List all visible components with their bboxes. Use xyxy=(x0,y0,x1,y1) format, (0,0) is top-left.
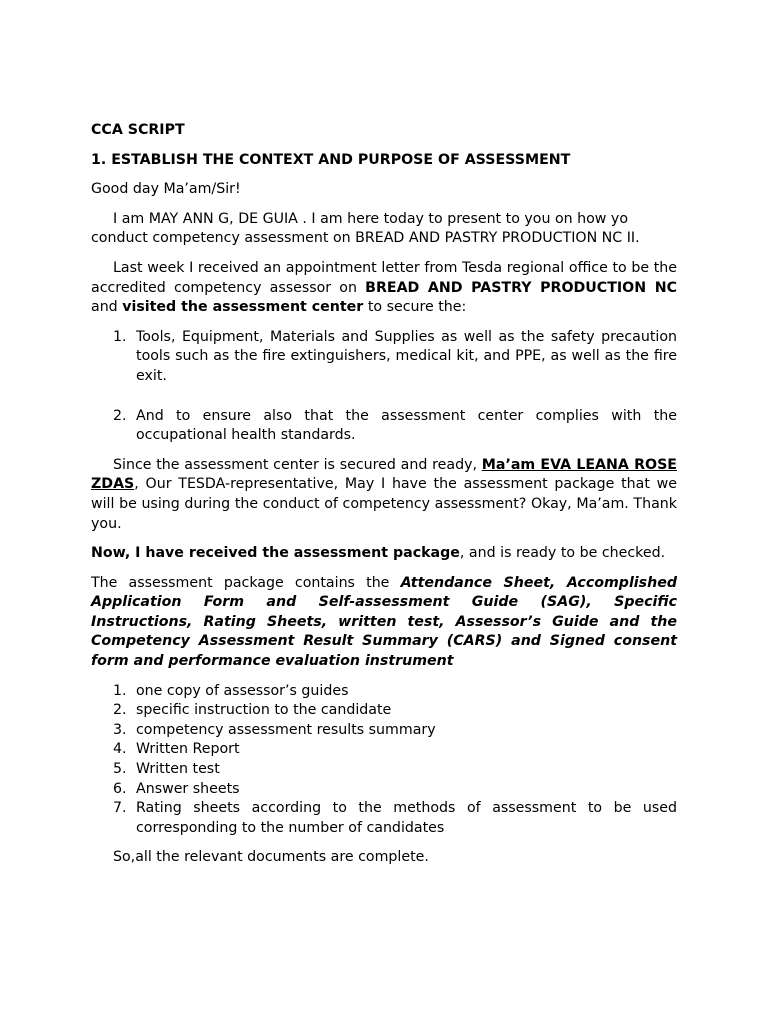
list-item xyxy=(91,740,677,760)
documents-list xyxy=(91,682,677,839)
appointment-paragraph xyxy=(91,259,677,318)
list-item xyxy=(91,760,677,780)
list-item-number: 6. xyxy=(113,780,127,797)
list-item xyxy=(91,701,677,721)
document-title: CCA SCRIPT xyxy=(91,122,185,138)
representative-paragraph xyxy=(91,456,677,534)
list-item xyxy=(91,682,677,702)
list-item-text: Tools, Equipment, Materials and Supplies as well as the safety precaution tools such as the fire extinguishers, medical kit, and PPE, as well as the fire exit. xyxy=(136,328,677,384)
list-item xyxy=(91,799,677,838)
appointment-visited: visited the assessment center xyxy=(122,299,364,316)
appointment-qualification: BREAD AND PASTRY PRODUCTION NC xyxy=(365,279,677,296)
list-item-number: 2. xyxy=(113,407,127,424)
received-bold: Now, I have received the assessment package xyxy=(91,545,460,562)
intro-paragraph xyxy=(91,210,677,249)
list-item-number: 1. xyxy=(113,682,127,699)
list-item-number: 4. xyxy=(113,741,127,758)
package-text: The assessment package contains the xyxy=(91,574,401,591)
list-item xyxy=(91,721,677,741)
appointment-text-1: Last week I received an appointment letter from Tesda regional office to be the accredited competency assessor on xyxy=(91,259,677,296)
list-item-text: Answer sheets xyxy=(136,780,240,797)
appointment-text-3: to secure the: xyxy=(363,299,467,316)
representative-text-2: , Our TESDA-representative, May I have the assessment package that we will be using during the conduct of competency assessment? Okay, Ma’am. Thank you. xyxy=(91,476,677,532)
list-item-number: 1. xyxy=(113,328,127,345)
received-paragraph xyxy=(91,544,677,564)
list-item-text: Rating sheets according to the methods of assessment to be used corresponding to the number of candidates xyxy=(136,800,677,836)
list-item-number: 7. xyxy=(113,800,127,817)
list-item-text: one copy of assessor’s guides xyxy=(136,682,349,699)
secure-list xyxy=(91,328,677,446)
list-item-number: 2. xyxy=(113,702,127,719)
appointment-text-2: and xyxy=(91,299,123,316)
document-page xyxy=(91,121,677,868)
list-item xyxy=(91,407,677,446)
intro-line-2: conduct competency assessment on BREAD AND PASTRY PRODUCTION NC II. xyxy=(91,230,640,247)
list-item-text: Written Report xyxy=(136,741,240,758)
list-item-number: 5. xyxy=(113,761,127,778)
list-item xyxy=(91,780,677,800)
package-contents: Attendance Sheet, Accomplished Application Form and Self-assessment Guide (SAG), Specific Instructions, Rating Sheets, written test, Assessor’s Guide and the Competency Assessment Result Summary (CARS) and Signed consent form and performance evaluation instrument xyxy=(91,574,677,670)
representative-text-1: Since the assessment center is secured and ready, xyxy=(113,456,482,473)
received-text: , and is ready to be checked. xyxy=(459,545,666,562)
list-item-number: 3. xyxy=(113,721,127,738)
list-item-text: And to ensure also that the assessment center complies with the occupational health standards. xyxy=(136,407,677,444)
closing-text: So,all the relevant documents are complete. xyxy=(113,849,429,866)
list-item-text: competency assessment results summary xyxy=(136,721,436,738)
list-item-text: specific instruction to the candidate xyxy=(136,702,392,719)
greeting-text: Good day Ma’am/Sir! xyxy=(91,181,241,198)
representative-name: Ma’am EVA LEANA ROSE ZDAS xyxy=(91,456,677,493)
package-paragraph xyxy=(91,574,677,672)
intro-line-1: I am MAY ANN G, DE GUIA . I am here today to present to you on how yo xyxy=(113,210,629,227)
list-item xyxy=(91,328,677,387)
list-item-text: Written test xyxy=(136,761,220,778)
section-heading: 1. ESTABLISH THE CONTEXT AND PURPOSE OF ASSESSMENT xyxy=(91,151,571,168)
